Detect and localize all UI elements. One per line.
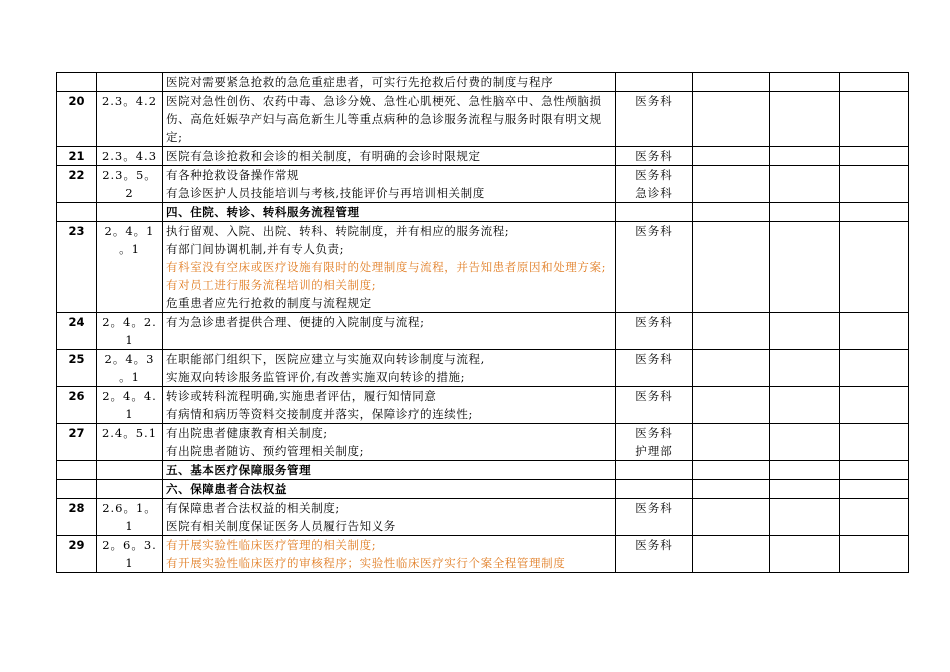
blank-cell — [770, 424, 840, 461]
requirement-text: 医院对急性创伤、农药中毒、急诊分娩、急性心肌梗死、急性脑卒中、急性颅脑损伤、高危妊娠孕产妇与高危新生儿等重点病种的急诊服务流程与服务时限有明文规定; — [166, 94, 602, 144]
row-number: 20 — [68, 94, 85, 108]
blank-cell — [840, 480, 909, 499]
section-title: 六、保障患者合法权益 — [166, 482, 287, 496]
blank-cell — [770, 461, 840, 480]
section-heading-cell — [163, 480, 616, 499]
clause-code-cell — [97, 313, 163, 350]
department-name: 医务科 — [635, 538, 673, 552]
blank-cell — [770, 536, 840, 573]
department-name: 医务科 — [635, 224, 673, 238]
blank-cell — [693, 73, 770, 92]
clause-code-cell — [97, 92, 163, 147]
requirement-cell — [163, 92, 616, 147]
blank-cell — [693, 480, 770, 499]
blank-cell — [770, 313, 840, 350]
clause-code-cell — [97, 350, 163, 387]
department-name: 护理部 — [635, 444, 673, 458]
table-row — [57, 73, 909, 92]
blank-cell — [770, 499, 840, 536]
department-cell — [616, 536, 693, 573]
blank-cell — [840, 499, 909, 536]
table-row — [57, 166, 909, 203]
department-name: 医务科 — [635, 168, 673, 182]
requirement-cell — [163, 499, 616, 536]
blank-cell — [840, 166, 909, 203]
row-number-cell — [57, 461, 97, 480]
clause-code: 2.3。4.3 — [101, 149, 158, 163]
requirement-cell — [163, 222, 616, 313]
clause-code-cell — [97, 222, 163, 313]
row-number: 29 — [68, 538, 85, 552]
table-row — [57, 387, 909, 424]
blank-cell — [840, 222, 909, 313]
row-number-cell — [57, 222, 97, 313]
clause-code: 1 — [125, 556, 134, 570]
table-row — [57, 499, 909, 536]
requirement-cell — [163, 166, 616, 203]
blank-cell — [693, 222, 770, 313]
blank-cell — [840, 536, 909, 573]
requirement-cell — [163, 350, 616, 387]
blank-cell — [840, 203, 909, 222]
blank-cell — [693, 350, 770, 387]
row-number-cell — [57, 73, 97, 92]
table-row — [57, 313, 909, 350]
blank-cell — [693, 147, 770, 166]
row-number-cell — [57, 387, 97, 424]
requirement-text: 医院对需要紧急抢救的急危重症患者，可实行先抢救后付费的制度与程序 — [166, 75, 554, 89]
row-number: 24 — [68, 315, 85, 329]
requirement-cell — [163, 536, 616, 573]
blank-cell — [840, 350, 909, 387]
row-number-cell — [57, 350, 97, 387]
section-title: 五、基本医疗保障服务管理 — [166, 463, 312, 477]
row-number: 26 — [68, 389, 85, 403]
section-row — [57, 203, 909, 222]
department-cell — [616, 387, 693, 424]
requirement-text: 有对员工进行服务流程培训的相关制度; — [166, 278, 377, 292]
requirement-text: 有保障患者合法权益的相关制度; — [166, 501, 340, 515]
blank-cell — [840, 147, 909, 166]
blank-cell — [770, 166, 840, 203]
section-heading-cell — [163, 203, 616, 222]
row-number: 21 — [68, 149, 85, 163]
clause-code: 。1 — [119, 242, 140, 256]
department-name: 医务科 — [635, 389, 673, 403]
row-number-cell — [57, 499, 97, 536]
blank-cell — [693, 92, 770, 147]
blank-cell — [840, 387, 909, 424]
requirement-text: 在职能部门组织下，医院应建立与实施双向转诊制度与流程, — [166, 352, 485, 366]
requirement-text: 有为急诊患者提供合理、便捷的入院制度与流程; — [166, 315, 425, 329]
blank-cell — [693, 387, 770, 424]
blank-cell — [770, 222, 840, 313]
clause-code: 2.4。5.1 — [101, 426, 158, 440]
department-name: 医务科 — [635, 149, 673, 163]
row-number: 27 — [68, 426, 85, 440]
requirement-cell — [163, 73, 616, 92]
blank-cell — [770, 73, 840, 92]
clause-code-cell — [97, 461, 163, 480]
blank-cell — [840, 313, 909, 350]
department-name: 医务科 — [635, 426, 673, 440]
blank-cell — [693, 203, 770, 222]
row-number-cell — [57, 166, 97, 203]
blank-cell — [770, 203, 840, 222]
clause-code-cell — [97, 166, 163, 203]
requirement-text: 有开展实验性临床医疗管理的相关制度; — [166, 538, 377, 552]
blank-cell — [693, 424, 770, 461]
clause-code-cell — [97, 203, 163, 222]
requirement-text: 执行留观、入院、出院、转科、转院制度，并有相应的服务流程; — [166, 224, 510, 238]
requirement-text: 有出院患者随访、预约管理相关制度; — [166, 444, 365, 458]
clause-code: 2.6。1。 — [102, 501, 157, 515]
blank-cell — [770, 480, 840, 499]
department-cell — [616, 461, 693, 480]
requirement-text: 有部门间协调机制,并有专人负责; — [166, 242, 345, 256]
clause-code: 。1 — [119, 370, 140, 384]
row-number-cell — [57, 313, 97, 350]
section-row — [57, 480, 909, 499]
clause-code-cell — [97, 387, 163, 424]
table-row — [57, 222, 909, 313]
row-number-cell — [57, 92, 97, 147]
requirement-cell — [163, 424, 616, 461]
department-name: 医务科 — [635, 94, 673, 108]
blank-cell — [770, 350, 840, 387]
requirement-text: 医院有相关制度保证医务人员履行告知义务 — [166, 519, 396, 533]
requirement-text: 有出院患者健康教育相关制度; — [166, 426, 328, 440]
clause-code: 2。4。1 — [104, 224, 155, 238]
section-title: 四、住院、转诊、转科服务流程管理 — [166, 205, 360, 219]
clause-code: 2。4。2. — [102, 315, 157, 329]
clause-code-cell — [97, 73, 163, 92]
department-cell — [616, 424, 693, 461]
row-number: 23 — [68, 224, 85, 238]
clause-code: 2.3。4.2 — [101, 94, 158, 108]
row-number: 25 — [68, 352, 85, 366]
requirements-table — [56, 72, 909, 573]
clause-code: 2。6。3. — [102, 538, 157, 552]
department-cell — [616, 203, 693, 222]
clause-code-cell — [97, 536, 163, 573]
department-cell — [616, 166, 693, 203]
row-number: 28 — [68, 501, 85, 515]
row-number-cell — [57, 536, 97, 573]
clause-code: 2。4。3 — [104, 352, 155, 366]
requirement-text: 有科室没有空床或医疗设施有限时的处理制度与流程，并告知患者原因和处理方案; — [166, 260, 607, 274]
department-name: 医务科 — [635, 315, 673, 329]
clause-code: 2 — [125, 186, 134, 200]
clause-code: 1 — [125, 333, 134, 347]
requirement-text: 有病情和病历等资料交接制度并落实，保障诊疗的连续性; — [166, 407, 473, 421]
department-cell — [616, 147, 693, 166]
blank-cell — [840, 73, 909, 92]
row-number-cell — [57, 147, 97, 166]
section-row — [57, 461, 909, 480]
requirement-cell — [163, 313, 616, 350]
clause-code: 2。4。4. — [102, 389, 157, 403]
blank-cell — [693, 536, 770, 573]
blank-cell — [770, 147, 840, 166]
row-number-cell — [57, 203, 97, 222]
requirement-cell — [163, 387, 616, 424]
department-name: 急诊科 — [635, 186, 673, 200]
requirement-text: 转诊或转科流程明确,实施患者评估，履行知情同意 — [166, 389, 437, 403]
blank-cell — [840, 92, 909, 147]
blank-cell — [770, 92, 840, 147]
department-cell — [616, 92, 693, 147]
blank-cell — [770, 387, 840, 424]
clause-code-cell — [97, 499, 163, 536]
clause-code-cell — [97, 424, 163, 461]
table-row — [57, 424, 909, 461]
blank-cell — [840, 461, 909, 480]
table-row — [57, 536, 909, 573]
table-row — [57, 92, 909, 147]
clause-code: 1 — [125, 519, 134, 533]
blank-cell — [693, 166, 770, 203]
requirement-text: 危重患者应先行抢救的制度与流程规定 — [166, 296, 372, 310]
requirement-text: 医院有急诊抢救和会诊的相关制度，有明确的会诊时限规定 — [166, 149, 481, 163]
table-row — [57, 147, 909, 166]
requirement-text: 有急诊医护人员技能培训与考核,技能评价与再培训相关制度 — [166, 186, 485, 200]
row-number: 22 — [68, 168, 85, 182]
blank-cell — [693, 461, 770, 480]
section-heading-cell — [163, 461, 616, 480]
blank-cell — [693, 313, 770, 350]
clause-code: 1 — [125, 407, 134, 421]
department-cell — [616, 313, 693, 350]
table-row — [57, 350, 909, 387]
department-name: 医务科 — [635, 501, 673, 515]
clause-code-cell — [97, 480, 163, 499]
row-number-cell — [57, 424, 97, 461]
requirement-text: 有各种抢救设备操作常规 — [166, 168, 300, 182]
department-cell — [616, 499, 693, 536]
clause-code-cell — [97, 147, 163, 166]
blank-cell — [693, 499, 770, 536]
requirement-text: 实施双向转诊服务监管评价,有改善实施双向转诊的措施; — [166, 370, 466, 384]
row-number-cell — [57, 480, 97, 499]
department-cell — [616, 73, 693, 92]
department-cell — [616, 480, 693, 499]
department-cell — [616, 222, 693, 313]
requirement-text: 有开展实验性临床医疗的审核程序；实验性临床医疗实行个案全程管理制度 — [166, 556, 566, 570]
department-name: 医务科 — [635, 352, 673, 366]
blank-cell — [840, 424, 909, 461]
department-cell — [616, 350, 693, 387]
requirement-cell — [163, 147, 616, 166]
clause-code: 2.3。5。 — [102, 168, 157, 182]
